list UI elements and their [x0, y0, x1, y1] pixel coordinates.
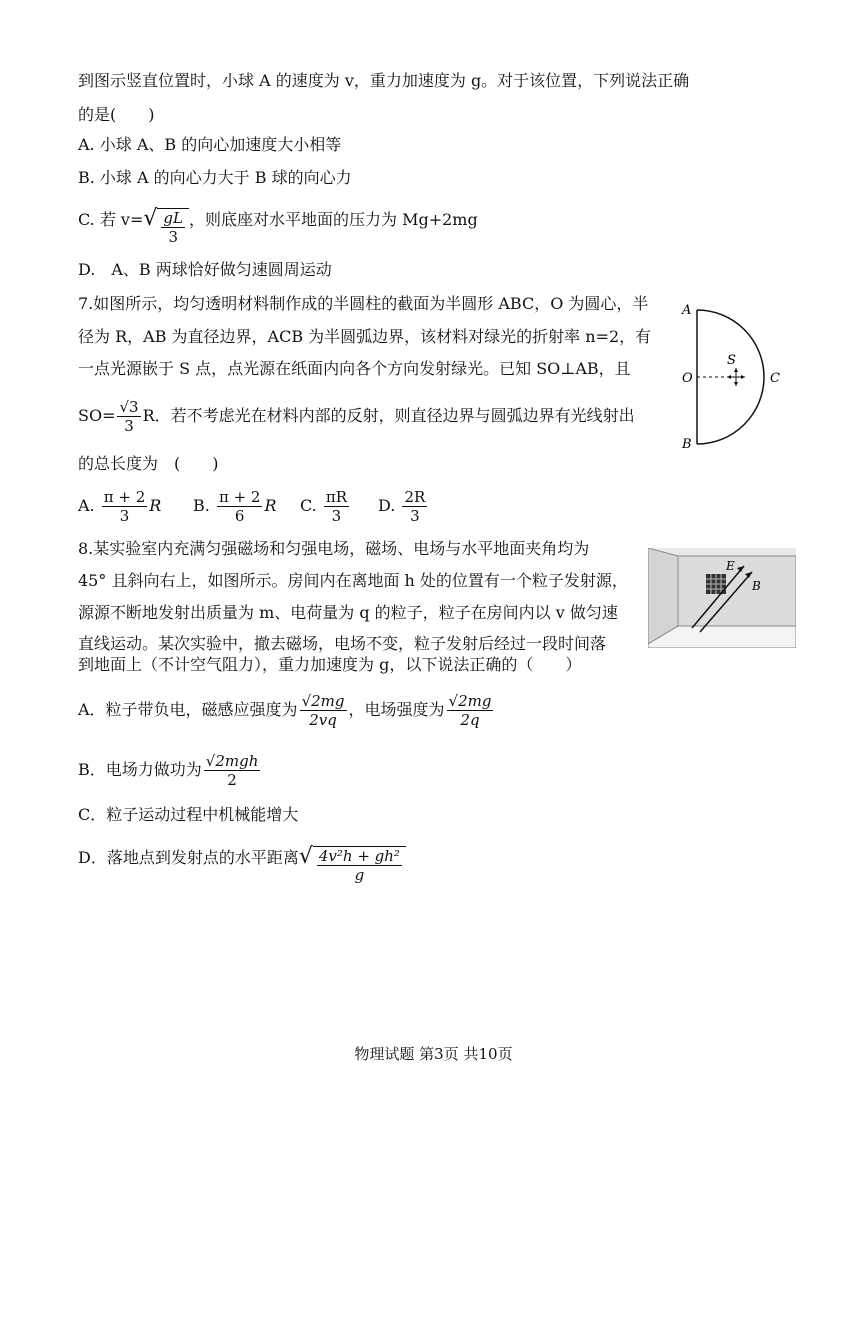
- q6-option-b: B. 小球 A 的向心力大于 B 球的向心力: [78, 168, 352, 187]
- q8-option-d-sqrt: √ $\frac{\text{4v²h + gh²}}{g}$: [299, 846, 406, 884]
- q8-stem-line3: 源源不断地发射出质量为 m、电荷量为 q 的粒子，粒子在房间内以 v 做匀速: [78, 603, 618, 622]
- q8-option-a: [78, 692, 495, 729]
- q7-stem-line1: 7.如图所示，均匀透明材料制作成的半圆柱的截面为半圆形 ABC，O 为圆心，半: [78, 294, 649, 313]
- light-source-s: [727, 368, 745, 386]
- q8-stem-line2: 45° 且斜向右上，如图所示。房间内在离地面 h 处的位置有一个粒子发射源，: [78, 571, 628, 590]
- q7-so-suffix: R．若不考虑光在材料内部的反射，则直径边界与圆弧边界有光线射出: [142, 406, 635, 425]
- q8-option-c: C．粒子运动过程中机械能增大: [78, 805, 299, 824]
- label-b: B: [682, 437, 692, 452]
- q6-option-c-suffix: ，则底座对水平地面的压力为 Mg+2mg: [189, 210, 478, 229]
- q7-option-a: [78, 488, 161, 525]
- label-c: C: [770, 371, 780, 386]
- q8-stem-line5: 到地面上（不计空气阻力），重力加速度为 g，以下说法正确的（ ）: [78, 655, 582, 674]
- q7-option-a-label: A.: [78, 496, 95, 515]
- label-o: O: [682, 371, 693, 386]
- page-footer: 物理试题 第3页 共10页: [354, 1045, 513, 1063]
- q7-stem-line3: 一点光源嵌于 S 点，点光源在纸面内向各个方向发射绿光。已知 SO⊥AB，且: [78, 359, 631, 378]
- q7-option-b: [193, 488, 277, 525]
- q8-option-d-prefix: D．落地点到发射点的水平距离: [78, 848, 299, 867]
- q6-option-d: D. A、B 两球恰好做匀速圆周运动: [78, 260, 332, 279]
- q8-option-d: [78, 846, 406, 884]
- room-back-wall: [678, 556, 796, 626]
- q6-stem-line1: 到图示竖直位置时，小球 A 的速度为 v，重力加速度为 g。对于该位置，下列说法正确: [78, 71, 690, 90]
- q7-option-c-label: C.: [300, 496, 317, 515]
- q8-option-a-num2: √2mg: [448, 692, 492, 710]
- q7-option-b-num: π + 2: [218, 488, 261, 506]
- q8-option-b-prefix: B．电场力做功为: [78, 760, 202, 779]
- q7-option-d-num: 2R: [404, 488, 426, 506]
- q7-so-den: 3: [124, 417, 134, 435]
- q8-stem-line4: 直线运动。某次实验中，撤去磁场，电场不变，粒子发射后经过一段时间落: [78, 634, 607, 653]
- q8-stem-line1: 8.某实验室内充满匀强磁场和匀强电场，磁场、电场与水平地面夹角均为: [78, 539, 590, 558]
- q6-option-c-den: 3: [168, 228, 178, 246]
- label-e: E: [726, 559, 735, 573]
- q7-stem-line2: 径为 R，AB 为直径边界，ACB 为半圆弧边界，该材料对绿光的折射率 n=2，有: [78, 327, 652, 346]
- q7-semicircle-figure: [672, 298, 792, 458]
- q8-option-d-num: 4v²h + gh²: [318, 847, 400, 865]
- q7-option-c-num: πR: [325, 488, 348, 506]
- q7-option-a-den: 3: [119, 507, 130, 525]
- q8-option-a-prefix: A．粒子带负电，磁感应强度为: [78, 700, 298, 719]
- q8-option-a-mid: ，电场强度为: [348, 700, 445, 719]
- q7-option-d: [378, 488, 429, 525]
- q8-option-a-den2: 2q: [460, 711, 480, 729]
- q8-option-b-den: 2: [227, 771, 237, 789]
- q6-option-c-sqrt: √ $\frac{gL}{3}$: [143, 208, 189, 246]
- q8-option-b: [78, 752, 262, 789]
- q7-option-b-den: 6: [234, 507, 245, 525]
- q8-option-b-num: √2mgh: [205, 752, 259, 770]
- q8-room-figure: [648, 548, 796, 648]
- q7-so-num: √3: [119, 398, 139, 416]
- q7-option-b-label: B.: [193, 496, 210, 515]
- q6-option-c: [78, 208, 478, 246]
- label-s: S: [727, 353, 736, 368]
- q7-option-b-tail: R: [264, 496, 277, 515]
- q8-option-a-den1: 2vq: [309, 711, 337, 729]
- q8-option-d-den: g: [354, 866, 365, 884]
- q7-option-a-num: π + 2: [103, 488, 146, 506]
- q6-stem-line2: 的是( ): [78, 105, 155, 124]
- label-b-field: B: [752, 579, 761, 593]
- q6-option-c-prefix: C. 若 v=: [78, 210, 144, 229]
- q7-so-prefix: SO=: [78, 406, 116, 425]
- q7-option-d-den: 3: [410, 507, 420, 525]
- q7-stem-line4: [78, 398, 635, 435]
- q7-stem-line5: 的总长度为 ( ): [78, 454, 219, 473]
- label-a: A: [682, 303, 692, 318]
- q6-option-c-num: gL: [163, 209, 183, 227]
- q7-option-c: [300, 488, 351, 525]
- q6-option-a: A. 小球 A、B 的向心加速度大小相等: [78, 135, 342, 154]
- q7-option-c-den: 3: [331, 507, 342, 525]
- q7-option-d-label: D.: [378, 496, 396, 515]
- q8-option-a-num1: √2mg: [301, 692, 345, 710]
- q7-option-a-tail: R: [149, 496, 162, 515]
